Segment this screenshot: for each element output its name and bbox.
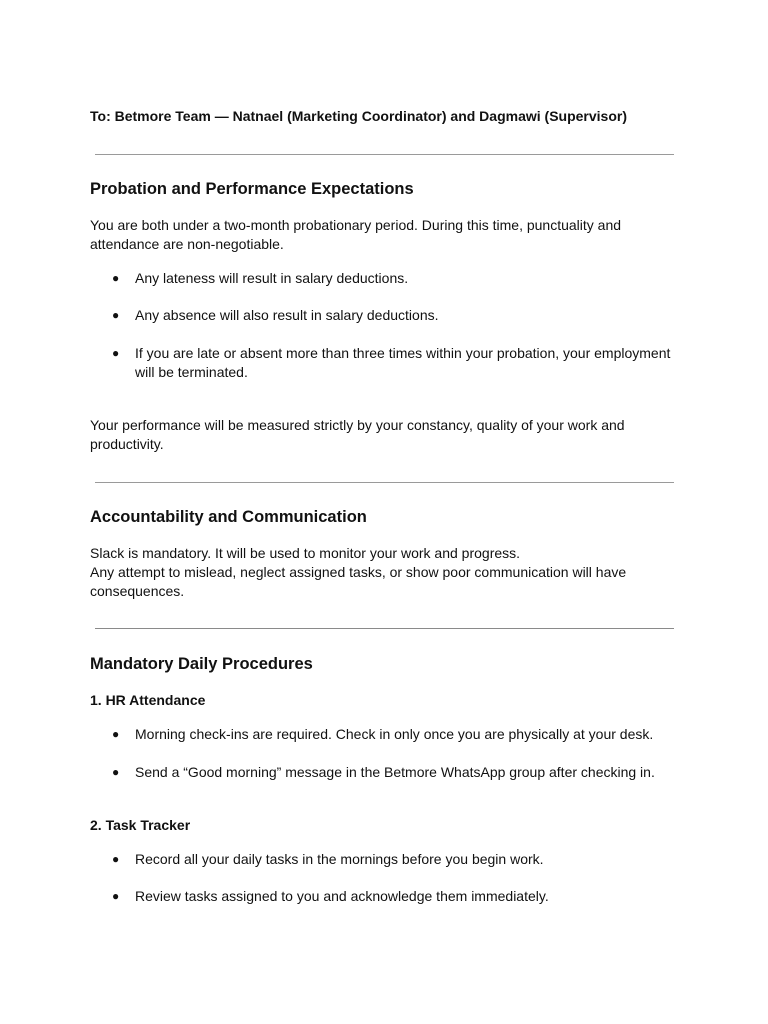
section-heading-accountability: Accountability and Communication bbox=[90, 508, 367, 526]
bullet-icon: ● bbox=[112, 308, 120, 322]
list-item: ● Morning check-ins are required. Check in only once you are physically at your desk. bbox=[112, 726, 654, 742]
accountability-line-1: Slack is mandatory. It will be used to monitor your work and progress. bbox=[90, 545, 521, 561]
list-item: ● Record all your daily tasks in the mornings before you begin work. bbox=[112, 851, 544, 867]
probation-closing: Your performance will be measured strictly by your constancy, quality of your work and productivity. bbox=[90, 417, 625, 452]
list-item: ● Any absence will also result in salary deductions. bbox=[112, 307, 439, 323]
list-item: ● If you are late or absent more than three times within your probation, your employment will be terminated. bbox=[112, 345, 671, 380]
bullet-icon: ● bbox=[112, 889, 120, 903]
accountability-line-2: Any attempt to mislead, neglect assigned tasks, or show poor communication will have consequences. bbox=[90, 564, 627, 599]
bullet-icon: ● bbox=[112, 765, 120, 779]
recipient-line: To: Betmore Team — Natnael (Marketing Coordinator) and Dagmawi (Supervisor) bbox=[90, 108, 627, 124]
probation-intro: You are both under a two-month probationary period. During this time, punctuality and attendance are non-negotiable. bbox=[90, 217, 622, 252]
section-heading-probation: Probation and Performance Expectations bbox=[90, 180, 414, 198]
bullet-icon: ● bbox=[112, 271, 120, 285]
bullet-icon: ● bbox=[112, 852, 120, 866]
subheading-task-tracker: 2. Task Tracker bbox=[90, 817, 191, 833]
section-heading-procedures: Mandatory Daily Procedures bbox=[90, 655, 313, 673]
divider bbox=[95, 482, 674, 483]
subheading-hr-attendance: 1. HR Attendance bbox=[90, 692, 206, 708]
divider bbox=[95, 628, 674, 629]
list-item: ● Any lateness will result in salary deductions. bbox=[112, 270, 409, 286]
divider bbox=[95, 154, 674, 155]
bullet-icon: ● bbox=[112, 727, 120, 741]
bullet-icon: ● bbox=[112, 346, 120, 360]
list-item: ● Send a “Good morning” message in the Betmore WhatsApp group after checking in. bbox=[112, 764, 655, 780]
list-item: ● Review tasks assigned to you and acknowledge them immediately. bbox=[112, 888, 549, 904]
